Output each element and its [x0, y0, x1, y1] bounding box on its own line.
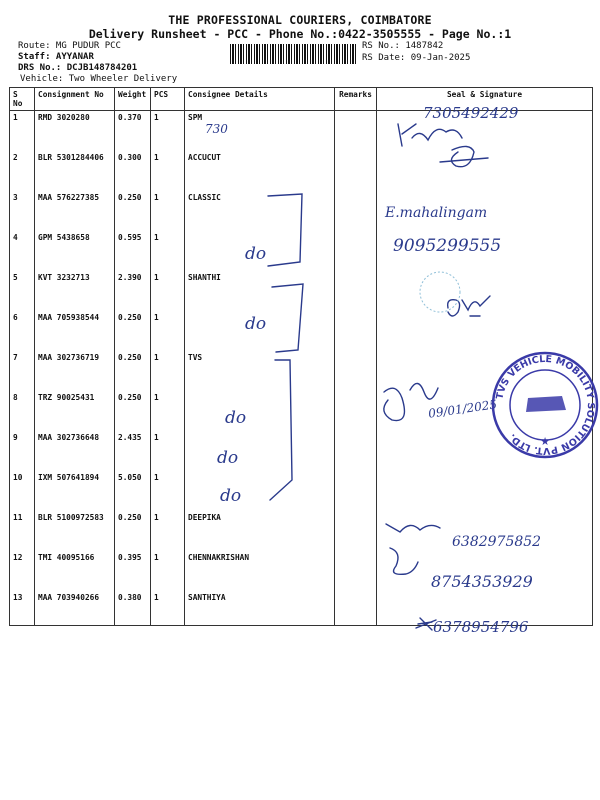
svg-text:★: ★	[540, 435, 550, 448]
cell-sno: 10	[10, 471, 35, 511]
col-weight: Weight	[115, 88, 151, 111]
cell-sno: 11	[10, 511, 35, 551]
cell-sno: 3	[10, 191, 35, 231]
cell-weight: 0.595	[115, 231, 151, 271]
staff-label: Staff: AYYANAR	[18, 52, 94, 62]
cell-consignee: SPM	[185, 111, 335, 152]
cell-sno: 1	[10, 111, 35, 152]
cell-consignee: DEEPIKA	[185, 511, 335, 551]
cell-weight: 0.370	[115, 111, 151, 152]
cell-pcs: 1	[151, 471, 185, 511]
col-sno: S No	[10, 88, 35, 111]
tvs-company-stamp	[493, 353, 597, 457]
company-title: THE PROFESSIONAL COURIERS, COIMBATORE	[168, 13, 432, 27]
handwritten-do-2: do	[245, 314, 267, 334]
handwritten-do-4: do	[217, 448, 239, 468]
cell-pcs: 1	[151, 511, 185, 551]
cell-consignment: BLR 5301284406	[35, 151, 115, 191]
signature-6	[448, 296, 490, 316]
signature-13	[416, 618, 436, 630]
col-consignment: Consignment No	[35, 88, 115, 111]
cell-weight: 0.250	[115, 191, 151, 231]
cell-pcs: 1	[151, 351, 185, 391]
cell-consignee: CLASSIC	[185, 191, 335, 231]
rs-date: RS Date: 09-Jan-2025	[362, 53, 471, 63]
cell-weight: 0.250	[115, 391, 151, 431]
cell-consignee: TVS	[185, 351, 335, 391]
drs-number: DRS No.: DCJB148784201	[18, 63, 138, 73]
cell-consignment: RMD 3020280	[35, 111, 115, 152]
cell-consignment: MAA 302736648	[35, 431, 115, 471]
cell-weight: 0.250	[115, 351, 151, 391]
handwritten-730: 730	[205, 122, 228, 136]
cell-pcs: 1	[151, 431, 185, 471]
handwritten-name-3: E.mahalingam	[385, 205, 488, 221]
cell-consignment: KVT 3232713	[35, 271, 115, 311]
col-pcs: PCS	[151, 88, 185, 111]
signature-12	[390, 548, 418, 574]
cell-consignment: GPM 5438658	[35, 231, 115, 271]
cell-sno: 2	[10, 151, 35, 191]
cell-pcs: 1	[151, 231, 185, 271]
cell-sno: 9	[10, 431, 35, 471]
cell-pcs: 1	[151, 151, 185, 191]
bracket-mark-1	[268, 194, 302, 266]
col-consignee: Consignee Details	[185, 88, 335, 111]
cell-weight: 5.050	[115, 471, 151, 511]
cell-pcs: 1	[151, 551, 185, 591]
cell-sno: 4	[10, 231, 35, 271]
faint-stamp-6	[420, 272, 460, 312]
cell-weight: 0.250	[115, 511, 151, 551]
runsheet-subtitle: Delivery Runsheet - PCC - Phone No.:0422-3505555 - Page No.:1	[88, 27, 512, 41]
cell-sno: 13	[10, 591, 35, 626]
cell-pcs: 1	[151, 591, 185, 626]
route-label: Route: MG PUDUR PCC	[18, 41, 121, 51]
cell-consignment: IXM 507641894	[35, 471, 115, 511]
handwritten-do-1: do	[245, 244, 267, 264]
cell-weight: 0.380	[115, 591, 151, 626]
cell-pcs: 1	[151, 311, 185, 351]
cell-pcs: 1	[151, 111, 185, 152]
handwritten-phone-13: 6378954796	[433, 618, 529, 636]
col-signature: Seal & Signature	[377, 88, 593, 111]
signature-1	[398, 124, 462, 146]
cell-weight: 0.300	[115, 151, 151, 191]
cell-consignment: MAA 576227385	[35, 191, 115, 231]
cell-consignment: MAA 302736719	[35, 351, 115, 391]
cell-sno: 8	[10, 391, 35, 431]
cell-weight: 2.435	[115, 431, 151, 471]
col-remarks: Remarks	[335, 88, 377, 111]
handwritten-do-3: do	[225, 408, 247, 428]
cell-consignment: MAA 703940266	[35, 591, 115, 626]
cell-weight: 0.250	[115, 311, 151, 351]
cell-sno: 5	[10, 271, 35, 311]
cell-consignment: MAA 705938544	[35, 311, 115, 351]
stamp-text: TVS VEHICLE MOBILITY SOLUTION PVT. LTD.	[494, 353, 597, 457]
handwritten-date: 09/01/2025	[427, 397, 498, 421]
vehicle-label: Vehicle: Two Wheeler Delivery	[20, 74, 178, 84]
cell-consignment: TMI 40095166	[35, 551, 115, 591]
signature-11	[386, 524, 440, 532]
signature-2	[440, 146, 488, 166]
handwritten-do-5: do	[220, 486, 242, 506]
bracket-mark-3	[270, 360, 292, 500]
handwritten-phone-11: 6382975852	[452, 534, 542, 550]
cell-weight: 0.395	[115, 551, 151, 591]
cell-consignment: BLR 5100972583	[35, 511, 115, 551]
signature-8	[384, 383, 438, 420]
cell-pcs: 1	[151, 271, 185, 311]
cell-consignment: TRZ 90025431	[35, 391, 115, 431]
cell-pcs: 1	[151, 391, 185, 431]
handwritten-phone-3: 9095299555	[393, 236, 502, 256]
handwritten-phone-12: 8754353929	[431, 572, 533, 591]
cell-consignee: SHANTHI	[185, 271, 335, 311]
cell-sno: 6	[10, 311, 35, 351]
cell-consignee: CHENNAKRISHAN	[185, 551, 335, 591]
handwritten-phone-1: 7305492429	[423, 104, 519, 122]
cell-consignee: ACCUCUT	[185, 151, 335, 191]
rs-number: RS No.: 1487842	[362, 41, 444, 51]
cell-sno: 12	[10, 551, 35, 591]
cell-weight: 2.390	[115, 271, 151, 311]
bracket-mark-2	[272, 284, 303, 352]
cell-pcs: 1	[151, 191, 185, 231]
cell-sno: 7	[10, 351, 35, 391]
cell-consignee: SANTHIYA	[185, 591, 335, 626]
